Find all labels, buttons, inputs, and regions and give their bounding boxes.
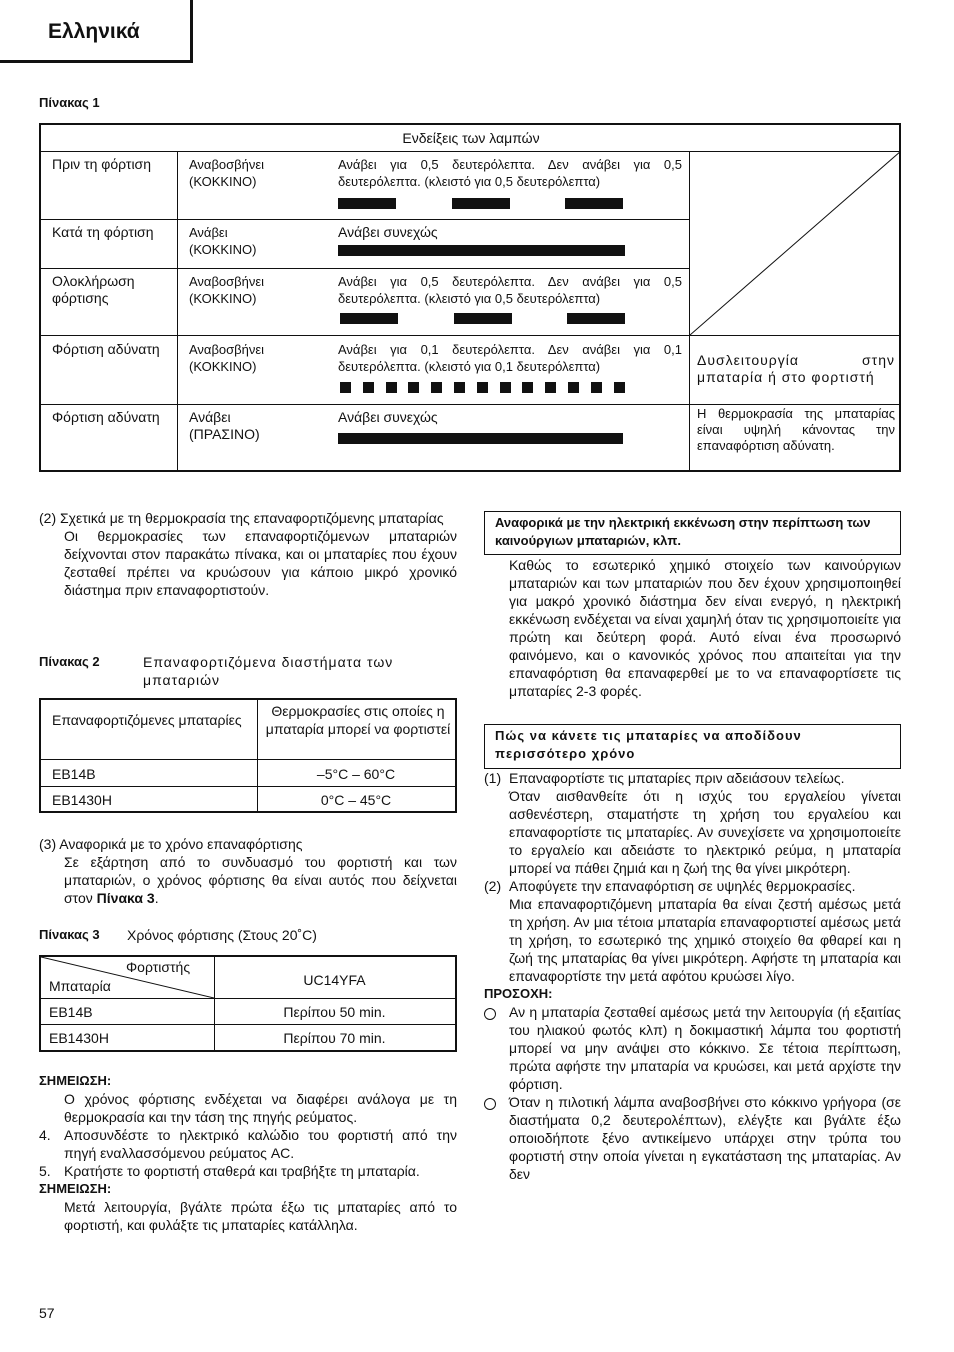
table2-header-battery: Επαναφορτιζόμενες μπαταρίες [52,712,242,728]
step-5: 5. Κρατήστε το φορτιστή σταθερά και τραβήξτε τη μπαταρία. [39,1163,420,1179]
table3-cell: Περίπου 70 min. [283,1030,386,1046]
page-number: 57 [39,1305,55,1321]
new-battery-discharge-body: Καθώς το εσωτερικό χημικό στοιχείο των καινούργιων μπαταριών και των μπαταριών που δεν έχουν χρησιμοποιηθεί για μακρό χρονικό διάστημα δεν είναι ενεργό, η ηλεκτρική εκκένωση ενδέχεται να είναι χαμηλή όταν τις χρησιμοποιείτε για πρώτη και δεύτερη φορά. Αυτό είναι ένα προσωρινό φαινόμενο, και ο κανονικός χρόνος που απαιτείται για την επαναφόρτιση θα επαναφερθεί με το να επαναφορτίσετε τις μπαταρίες 2-3 φορές. [509,557,901,699]
row4-state: Φόρτιση αδύνατη [52,341,160,357]
table3-cell: EB14B [49,1004,93,1020]
battery-life-list [484,769,901,1183]
lamp-indication-table [39,123,901,472]
section2-body: Οι θερμοκρασίες των επαναφορτιζόμενων μπαταριών δείχνονται στον παρακάτω πίνακα, και οι μπαταρίες που έχουν ζεσταθεί πρέπει να κρυώσουν για κάποιο μικρό χρονικό διάστημα πριν επαναφορτιστούν. [64,528,457,598]
table2-cell: –5°C – 60°C [316,766,396,782]
charging-time-table [39,955,457,1052]
caution2-text: Όταν η πιλοτική λάμπα αναβοσβήνει στο κόκκινο γρήγορα (σε διαστήματα 0,2 δευτερολέπτων), ελέγξτε και βγάλτε έξω οποιοδήποτε ξένο αντικείμενο υπάρχει στην τρύπα του φορτιστή στην οποία γίνεται η εγκατάσταση της μπαταρίας. Αν δεν [509,1094,901,1182]
blink-square [408,382,419,393]
table2-label: Πίνακας 2 [39,654,100,669]
note1-title: ΣΗΜΕΙΩΣΗ: [39,1073,112,1088]
blink-square [500,382,511,393]
blink-bar [338,198,396,209]
table2-cell: EB1430H [52,792,112,808]
blink-bar [567,313,625,324]
row2-lamp: Ανάβει (ΚΟΚΚΙΝΟ) [189,225,257,257]
note2-body: Μετά λειτουργία, βγάλτε πρώτα έξω τις μπαταρίες από το φορτιστή, και φυλάξτε τις μπαταρίες κατάλληλα. [64,1199,457,1233]
blink-square [477,382,488,393]
caution1-text: Αν η μπαταρία ζεσταθεί αμέσως μετά την λειτουργία (ή εξαιτίας του ηλιακού φωτός κλπ) η δοκιμαστική λάμπα του φορτιστή μπορεί να μην ανάψει στο κόκκινο. Σε τέτοια περίπτωση, πρώτα αφήστε την μπαταρία να κρυώσει, και μετά αρχίστε την φόρτιση. [509,1004,901,1092]
table2-cell: EB14B [52,766,96,782]
row4-lamp: Αναβοσβήνει (ΚΟΚΚΙΝΟ) [189,342,265,374]
blink-square [454,382,465,393]
table2-cell: 0°C – 45°C [320,792,392,808]
table1-label: Πίνακας 1 [39,95,100,110]
table2-title: Επαναφορτιζόμενα διαστήματα των μπαταριών [143,654,394,688]
table2-header-temp: Θερμοκρασίες στις οποίες η μπαταρία μπορεί να φορτιστεί [265,703,451,737]
steady-bar [338,433,623,444]
blink-square [431,382,442,393]
temperature-table [39,698,457,813]
tip1-title: Επαναφορτίστε τις μπαταρίες πριν αδειάσουν τελείως. [509,770,845,786]
blink-bar [565,198,623,209]
row3-desc: Ανάβει για 0,5 δευτερόλεπτα. Δεν ανάβει για 0,5 δευτερόλεπτα. (κλειστό για 0,5 δευτερόλεπτα) [338,274,682,306]
empty-cell-diagonal [690,151,901,335]
blink-bar [340,313,398,324]
table3-cell: EB1430H [49,1030,109,1046]
caution-title: ΠΡΟΣΟΧΗ: [484,986,553,1001]
note2-title: ΣΗΜΕΙΩΣΗ: [39,1181,112,1196]
bullet-circle-icon [484,1098,496,1110]
table3-title: Χρόνος φόρτισης (Στους 20˚C) [127,927,317,943]
blink-square [340,382,351,393]
row4-desc: Ανάβει για 0,1 δευτερόλεπτα. Δεν ανάβει για 0,1 δευτερόλεπτα. (κλειστό για 0,1 δευτερόλεπτα) [338,342,682,374]
table1-heading: Ενδείξεις των λαμπών [41,125,901,152]
table3-battery-label: Μπαταρία [49,978,111,994]
blink-bar [452,198,510,209]
table3-cell: Περίπου 50 min. [283,1004,386,1020]
row4-note: Δυσλειτουργία στην μπαταρία ή στο φορτιστή [697,352,895,385]
section3-title: (3) Αναφορικά με το χρόνο επαναφόρτισης [39,836,303,852]
tip1-body: Όταν αισθανθείτε ότι η ισχύς του εργαλείου γίνεται ασθενέστερη, σταματήστε τη χρήση του εργαλείου και επαναφορτίστε τις μπαταρίες. Αν συνεχίσετε να χρησιμοποιείτε το εργαλείο και αδειάστε το ηλεκτρικό ρεύμα, η μπαταρία μπορεί να πάθει ζημιά και η ζωή της θα γίνει μικρότερη. [509,788,901,876]
row5-desc: Ανάβει συνεχώς [338,409,438,425]
row1-state: Πριν τη φόρτιση [52,156,151,172]
table3-charger-label: Φορτιστής [126,959,191,975]
blink-square [545,382,556,393]
blink-square [568,382,579,393]
language-tab [0,0,193,63]
row5-lamp: Ανάβει (ΠΡΑΣΙΝΟ) [189,409,260,442]
table3-model: UC14YFA [303,972,366,988]
row3-lamp: Αναβοσβήνει (ΚΟΚΚΙΝΟ) [189,274,265,306]
row5-state: Φόρτιση αδύνατη [52,409,160,425]
note1-body: Ο χρόνος φόρτισης ενδέχεται να διαφέρει ανάλογα με τη θερμοκρασία και την τάση της πηγής ρεύματος. [64,1091,457,1125]
battery-life-box: Πώς να κάνετε τις μπαταρίες να αποδίδουν περισσότερο χρόνο [484,724,901,769]
language-title: Ελληνικά [48,20,140,43]
notes-block [39,1072,457,1234]
blink-square [363,382,374,393]
section2-heading [39,509,457,599]
step5-text: Κρατήστε το φορτιστή σταθερά και τραβήξτε τη μπαταρία. [64,1163,420,1179]
row2-desc: Ανάβει συνεχώς [338,224,438,240]
section3-body: Σε εξάρτηση από το συνδυασμό του φορτιστή και των μπαταριών, ο χρόνος φόρτισης θα είναι αυτός που δείχνεται στον Πίνακα 3. [64,854,457,906]
blink-square [614,382,625,393]
tip-1: (1) Επαναφορτίστε τις μπαταρίες πριν αδειάσουν τελείως. Όταν αισθανθείτε ότι η ισχύς του εργαλείου γίνεται ασθενέστερη, σταματήστε τη χρήση του εργαλείου και επαναφορτίστε τις μπαταρίες. Αν συνεχίσετε να χρησιμοποιείτε το εργαλείο και αδειάστε το ηλεκτρικό ρεύμα, η μπαταρία μπορεί να πάθει ζημιά και η ζωή της θα γίνει μικρότερη. [484,770,901,876]
table3-label: Πίνακας 3 [39,927,100,942]
blink-square [386,382,397,393]
section2-title: (2) Σχετικά με τη θερμοκρασία της επαναφορτιζόμενης μπαταρίας [39,510,444,526]
bullet-circle-icon [484,1008,496,1020]
blink-square [522,382,533,393]
section3-text: Σε εξάρτηση από το συνδυασμό του φορτιστή και των μπαταριών, ο χρόνος φόρτισης θα είναι αυτός που δείχνεται στον [64,854,457,906]
section3-ref: Πίνακα 3 [96,890,155,906]
row1-desc: Ανάβει για 0,5 δευτερόλεπτα. Δεν ανάβει για 0,5 δευτερόλεπτα. (κλειστό για 0,5 δευτερόλεπτα) [338,157,682,189]
blink-square [591,382,602,393]
tip2-body: Μια επαναφορτιζόμενη μπαταρία θα είναι ζεστή αμέσως μετά τη χρήση. Αν μια τέτοια μπαταρία επαναφορτιστεί αμέσως μετά τη χρήση, το εσωτερικό της χημικό στοιχείο θα φθαρεί και η ζωή της μπαταρίας θα γίνει μικρότερη. Αφήστε τη μπαταρία και επαναφορτίστε την μετά αφότου κρυώσει λίγο. [509,896,901,984]
steady-bar [338,245,625,256]
tip-2: (2) Αποφύγετε την επαναφόρτιση σε υψηλές θερμοκρασίες. Μια επαναφορτιζόμενη μπαταρία θα είναι ζεστή αμέσως μετά τη χρήση. Αν μια τέτοια μπαταρία επαναφορτιστεί αμέσως μετά τη χρήση, το εσωτερικό της χημικό στοιχείο θα φθαρεί και η ζωή της μπαταρίας θα γίνει μικρότερη. Αφήστε τη μπαταρία και επαναφορτίστε την μετά αφότου κρυώσει λίγο. [484,878,901,984]
table2-caption [39,653,457,689]
caution-2 [484,1093,901,1183]
section3 [39,835,457,907]
row1-lamp: Αναβοσβήνει (ΚΟΚΚΙΝΟ) [189,157,265,189]
blink-bar [454,313,512,324]
row5-note: Η θερμοκρασία της μπαταρίας είναι υψηλή κάνοντας την επαναφόρτιση αδύνατη. [697,406,895,453]
new-battery-discharge-box: Αναφορικά με την ηλεκτρική εκκένωση στην περίπτωση των καινούργιων μπαταριών, κλπ. [484,511,901,555]
row3-state: Ολοκλήρωση φόρτισης [52,273,135,306]
step4-text: Αποσυνδέστε το ηλεκτρικό καλώδιο του φορτιστή από την πηγή εναλλασσόμενου ρεύματος AC. [64,1127,457,1161]
table3-caption [39,926,457,944]
step-4: 4. Αποσυνδέστε το ηλεκτρικό καλώδιο του φορτιστή από την πηγή εναλλασσόμενου ρεύματος AC. [39,1127,457,1161]
caution-1 [484,1003,901,1093]
row2-state: Κατά τη φόρτιση [52,224,154,240]
tip2-title: Αποφύγετε την επαναφόρτιση σε υψηλές θερμοκρασίες. [509,878,856,894]
